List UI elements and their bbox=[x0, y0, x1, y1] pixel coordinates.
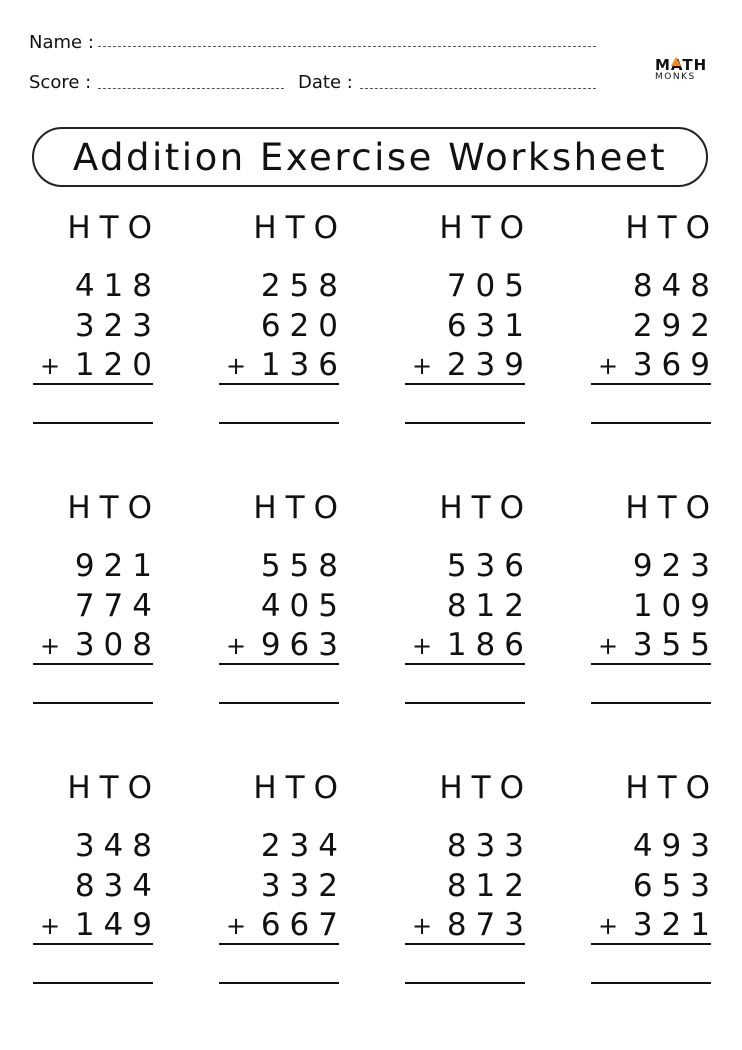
place-value-header: HTO bbox=[67, 490, 161, 526]
sum-rule bbox=[405, 383, 525, 385]
sum-rule bbox=[591, 663, 711, 665]
place-value-header: HTO bbox=[439, 210, 533, 246]
sum-rule bbox=[33, 663, 153, 665]
addend-2: 834 bbox=[74, 868, 161, 904]
addend-2: 109 bbox=[632, 588, 719, 624]
logo-sub-text: MONKS bbox=[655, 72, 696, 82]
addend-1: 418 bbox=[74, 268, 161, 304]
addend-3: 355 bbox=[632, 627, 719, 663]
addition-problem bbox=[591, 490, 719, 712]
addend-3: 186 bbox=[446, 627, 533, 663]
logo-main-text: MATH bbox=[655, 56, 708, 74]
math-monks-logo bbox=[655, 56, 717, 82]
addend-1: 833 bbox=[446, 828, 533, 864]
addend-3: 308 bbox=[74, 627, 161, 663]
addend-2: 332 bbox=[260, 868, 347, 904]
name-label: Name : bbox=[29, 32, 94, 53]
name-line[interactable] bbox=[98, 46, 596, 47]
addend-2: 812 bbox=[446, 588, 533, 624]
plus-sign: + bbox=[226, 912, 247, 940]
addend-1: 258 bbox=[260, 268, 347, 304]
answer-line bbox=[591, 422, 711, 424]
addend-2: 292 bbox=[632, 308, 719, 344]
addend-2: 774 bbox=[74, 588, 161, 624]
sum-rule bbox=[405, 943, 525, 945]
addition-problem bbox=[219, 770, 347, 992]
addition-problem bbox=[591, 210, 719, 432]
plus-sign: + bbox=[40, 912, 61, 940]
page-title: Addition Exercise Worksheet bbox=[72, 135, 668, 179]
addition-problem bbox=[33, 770, 161, 992]
addition-problem bbox=[405, 770, 533, 992]
addend-3: 136 bbox=[260, 347, 347, 383]
addend-1: 705 bbox=[446, 268, 533, 304]
sum-rule bbox=[219, 383, 339, 385]
plus-sign: + bbox=[226, 632, 247, 660]
addend-2: 812 bbox=[446, 868, 533, 904]
addend-1: 493 bbox=[632, 828, 719, 864]
addend-3: 321 bbox=[632, 907, 719, 943]
addend-2: 631 bbox=[446, 308, 533, 344]
date-label: Date : bbox=[298, 72, 353, 93]
addend-3: 667 bbox=[260, 907, 347, 943]
logo-triangle-icon bbox=[671, 57, 681, 66]
score-label: Score : bbox=[29, 72, 92, 93]
answer-line bbox=[591, 982, 711, 984]
place-value-header: HTO bbox=[439, 490, 533, 526]
answer-line bbox=[219, 422, 339, 424]
score-line[interactable] bbox=[98, 88, 284, 89]
addend-3: 149 bbox=[74, 907, 161, 943]
addition-problem bbox=[219, 210, 347, 432]
place-value-header: HTO bbox=[67, 210, 161, 246]
plus-sign: + bbox=[40, 352, 61, 380]
plus-sign: + bbox=[226, 352, 247, 380]
sum-rule bbox=[33, 383, 153, 385]
date-line[interactable] bbox=[360, 88, 596, 89]
addend-1: 348 bbox=[74, 828, 161, 864]
answer-line bbox=[405, 702, 525, 704]
addend-1: 923 bbox=[632, 548, 719, 584]
place-value-header: HTO bbox=[253, 770, 347, 806]
addend-3: 369 bbox=[632, 347, 719, 383]
addend-2: 405 bbox=[260, 588, 347, 624]
addend-3: 963 bbox=[260, 627, 347, 663]
place-value-header: HTO bbox=[625, 210, 719, 246]
plus-sign: + bbox=[40, 632, 61, 660]
addend-1: 848 bbox=[632, 268, 719, 304]
place-value-header: HTO bbox=[67, 770, 161, 806]
answer-line bbox=[33, 422, 153, 424]
plus-sign: + bbox=[598, 912, 619, 940]
addition-problem bbox=[405, 490, 533, 712]
addend-3: 239 bbox=[446, 347, 533, 383]
addition-problem bbox=[219, 490, 347, 712]
plus-sign: + bbox=[412, 912, 433, 940]
addition-problem bbox=[591, 770, 719, 992]
answer-line bbox=[591, 702, 711, 704]
answer-line bbox=[33, 982, 153, 984]
addition-problem bbox=[405, 210, 533, 432]
title-banner bbox=[32, 127, 708, 187]
addition-problem bbox=[33, 210, 161, 432]
answer-line bbox=[405, 422, 525, 424]
place-value-header: HTO bbox=[253, 210, 347, 246]
place-value-header: HTO bbox=[625, 490, 719, 526]
addend-1: 234 bbox=[260, 828, 347, 864]
sum-rule bbox=[405, 663, 525, 665]
sum-rule bbox=[219, 943, 339, 945]
addend-3: 120 bbox=[74, 347, 161, 383]
plus-sign: + bbox=[598, 632, 619, 660]
plus-sign: + bbox=[412, 632, 433, 660]
sum-rule bbox=[33, 943, 153, 945]
answer-line bbox=[219, 982, 339, 984]
sum-rule bbox=[591, 943, 711, 945]
answer-line bbox=[33, 702, 153, 704]
answer-line bbox=[405, 982, 525, 984]
addend-3: 873 bbox=[446, 907, 533, 943]
sum-rule bbox=[591, 383, 711, 385]
place-value-header: HTO bbox=[439, 770, 533, 806]
place-value-header: HTO bbox=[253, 490, 347, 526]
addend-2: 653 bbox=[632, 868, 719, 904]
sum-rule bbox=[219, 663, 339, 665]
addend-1: 558 bbox=[260, 548, 347, 584]
plus-sign: + bbox=[412, 352, 433, 380]
addend-1: 921 bbox=[74, 548, 161, 584]
addend-2: 323 bbox=[74, 308, 161, 344]
answer-line bbox=[219, 702, 339, 704]
addend-2: 620 bbox=[260, 308, 347, 344]
addition-problem bbox=[33, 490, 161, 712]
addend-1: 536 bbox=[446, 548, 533, 584]
plus-sign: + bbox=[598, 352, 619, 380]
place-value-header: HTO bbox=[625, 770, 719, 806]
